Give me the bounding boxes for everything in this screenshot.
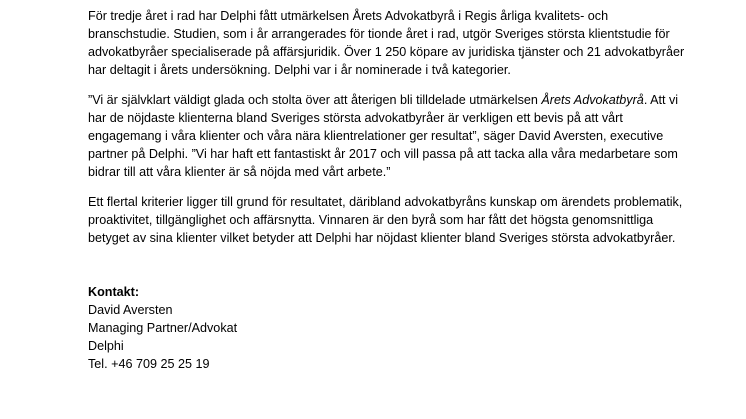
contact-block: [88, 283, 688, 373]
quote-text-start: ”Vi är självklart väldigt glada och stolta över att återigen bli tilldelade utmärkelsen: [88, 93, 542, 107]
contact-company: Delphi: [88, 339, 124, 353]
contact-phone: Tel. +46 709 25 25 19: [88, 357, 210, 371]
award-name-italic: Årets Advokatbyrå: [541, 93, 644, 107]
paragraph-quote: [88, 91, 688, 181]
document-body: [88, 7, 688, 373]
contact-title: Managing Partner/Advokat: [88, 321, 238, 335]
contact-heading: Kontakt:: [88, 285, 140, 299]
paragraph-award-intro: För tredje året i rad har Delphi fått utmärkelsen Årets Advokatbyrå i Regis årliga kvalitets- och branschstudie. Studien, som i år arrangerades för tionde året i rad, utgör Sveriges största klientstudie för advokatbyråer specialiserade på affärsjuridik. Över 1 250 köpare av juridiska tjänster och 21 advokatbyråer har deltagit i årets undersökning. Delphi var i år nominerade i två kategorier.: [88, 9, 685, 77]
contact-name: David Aversten: [88, 303, 173, 317]
paragraph-criteria: Ett flertal kriterier ligger till grund för resultatet, däribland advokatbyråns kunskap om ärendets problematik, proaktivitet, tillgänglighet och affärsnytta. Vinnaren är den byrå som har fått det högsta genomsnittliga betyget av sina klienter vilket betyder att Delphi har nöjdast klienter bland Sveriges största advokatbyråer.: [88, 195, 683, 245]
quote-text-end: . Att vi har de nöjdaste klienterna bland Sveriges största advokatbyråer är verkligen ett bevis på att vårt engagemang i våra klienter och våra nära klientrelationer ger resultat”, säger David Aversten, executive partner på Delphi. ”Vi har haft ett fantastiskt år 2017 och vill passa på att tacka alla våra medarbetare som bidrar till att våra klienter är så nöjda med vårt arbete.”: [88, 93, 679, 179]
